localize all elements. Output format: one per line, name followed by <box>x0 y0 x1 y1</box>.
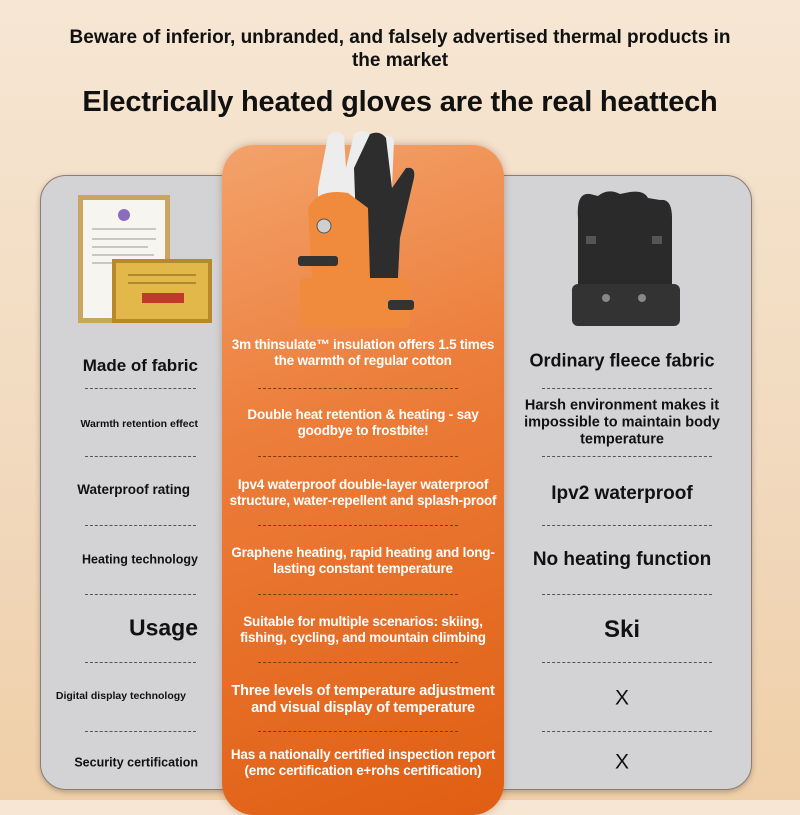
ours-warmth: Double heat retention & heating - say goodbye to frostbite! <box>247 407 479 438</box>
row-label-heating: Heating technology <box>82 552 198 567</box>
divider <box>85 662 196 663</box>
row-label-waterproof: Waterproof rating <box>77 482 190 498</box>
ordinary-glove-image <box>568 188 684 330</box>
divider <box>85 731 196 732</box>
divider <box>542 731 712 732</box>
divider <box>542 662 712 663</box>
headline: Electrically heated gloves are the real heattech <box>82 86 718 118</box>
divider <box>258 456 458 457</box>
theirs-warmth: Harsh environment makes it impossible to maintain body temperature <box>524 397 720 448</box>
row-label-usage: Usage <box>128 614 198 641</box>
ours-waterproof: Ipv4 waterproof double-layer waterproof structure, water-repellent and splash-proof <box>229 477 497 508</box>
divider <box>542 594 712 595</box>
theirs-display: X <box>614 686 629 710</box>
divider <box>258 525 458 526</box>
divider <box>85 525 196 526</box>
certificates-image <box>78 195 214 325</box>
row-label-display: Digital display technology <box>55 689 186 702</box>
theirs-usage: Ski <box>603 615 641 643</box>
theirs-heating: No heating function <box>532 548 712 570</box>
divider <box>542 525 712 526</box>
divider <box>542 388 712 389</box>
divider <box>542 456 712 457</box>
divider <box>258 662 458 663</box>
divider <box>85 456 196 457</box>
row-label-warmth: Warmth retention effect <box>80 417 198 430</box>
theirs-fabric: Ordinary fleece fabric <box>529 350 715 371</box>
ours-fabric: 3m thinsulate™ insulation offers 1.5 times the warmth of regular cotton <box>231 337 495 368</box>
ours-display: Three levels of temperature adjustment and visual display of temperature <box>231 682 495 716</box>
divider <box>85 594 196 595</box>
theirs-security: X <box>614 750 629 774</box>
row-label-fabric: Made of fabric <box>82 355 198 375</box>
row-label-security: Security certification <box>74 755 198 770</box>
divider <box>258 731 458 732</box>
divider <box>258 594 458 595</box>
heated-glove-image <box>288 128 428 333</box>
ours-usage: Suitable for multiple scenarios: skiing, fishing, cycling, and mountain climbing <box>240 614 486 645</box>
warning-text: Beware of inferior, unbranded, and falsely advertised thermal products in the market <box>69 27 731 71</box>
divider <box>258 388 458 389</box>
ours-security: Has a nationally certified inspection report (emc certification e+rohs certification) <box>230 747 496 778</box>
divider <box>85 388 196 389</box>
ours-heating: Graphene heating, rapid heating and long-lasting constant temperature <box>231 545 495 576</box>
theirs-waterproof: Ipv2 waterproof <box>551 482 693 504</box>
